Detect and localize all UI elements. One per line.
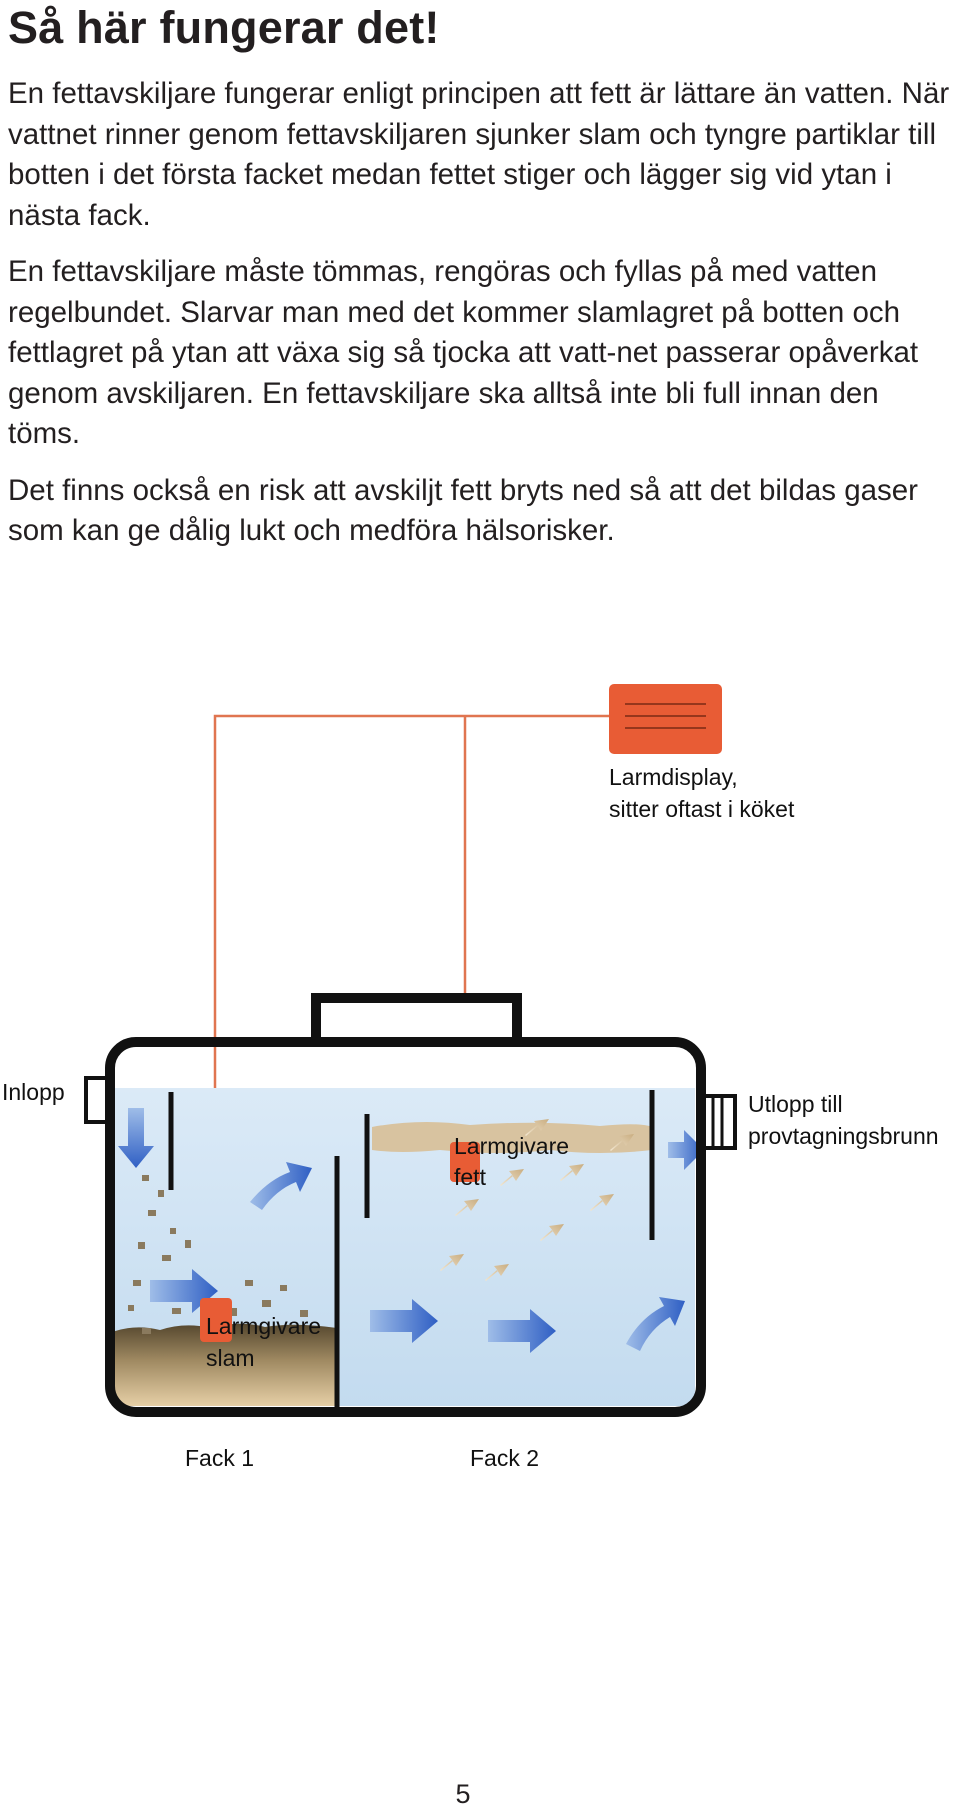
grease-separator-diagram bbox=[0, 680, 960, 1510]
compartment-1-label: Fack 1 bbox=[185, 1445, 255, 1471]
alarm-display bbox=[609, 684, 722, 754]
paragraph-principle: En fettavskiljare fungerar enligt principen att fett är lättare än vatten. När vattnet rinner genom fettavskiljaren sjunker slam och tyngre partiklar till botten i det första facket medan fettet stiger och lägger sig vid ytan i nästa fack. bbox=[8, 77, 950, 232]
tank-handle bbox=[316, 998, 517, 1040]
page-number: 5 bbox=[455, 1779, 471, 1809]
inlet-label: Inlopp bbox=[2, 1079, 65, 1105]
sludge-sensor-label: Larmgivare slam bbox=[206, 1313, 322, 1371]
paragraph-risk: Det finns också en risk att avskiljt fett bryts ned så att det bildas gaser som kan ge dålig lukt och medföra hälsorisker. bbox=[8, 473, 919, 547]
outlet-label: Utlopp till provtagningsbrunn bbox=[748, 1091, 939, 1149]
paragraph-maintenance: En fettavskiljare måste tömmas, rengöras och fyllas på med vatten regelbundet. Slarvar man med det kommer slamlagret på botten och fettlagret på ytan att växa sig så tjocka att vatt-net passerar opåverkat genom avskiljaren. En fettavskiljare ska alltså inte bli full innan den töms. bbox=[8, 255, 919, 450]
fat-sensor-label: Larmgivare fett bbox=[454, 1133, 570, 1190]
compartment-2-label: Fack 2 bbox=[470, 1445, 540, 1471]
page-title: Så här fungerar det! bbox=[8, 2, 440, 53]
body-text bbox=[8, 74, 953, 568]
alarm-display-label: Larmdisplay, sitter oftast i köket bbox=[609, 764, 795, 822]
